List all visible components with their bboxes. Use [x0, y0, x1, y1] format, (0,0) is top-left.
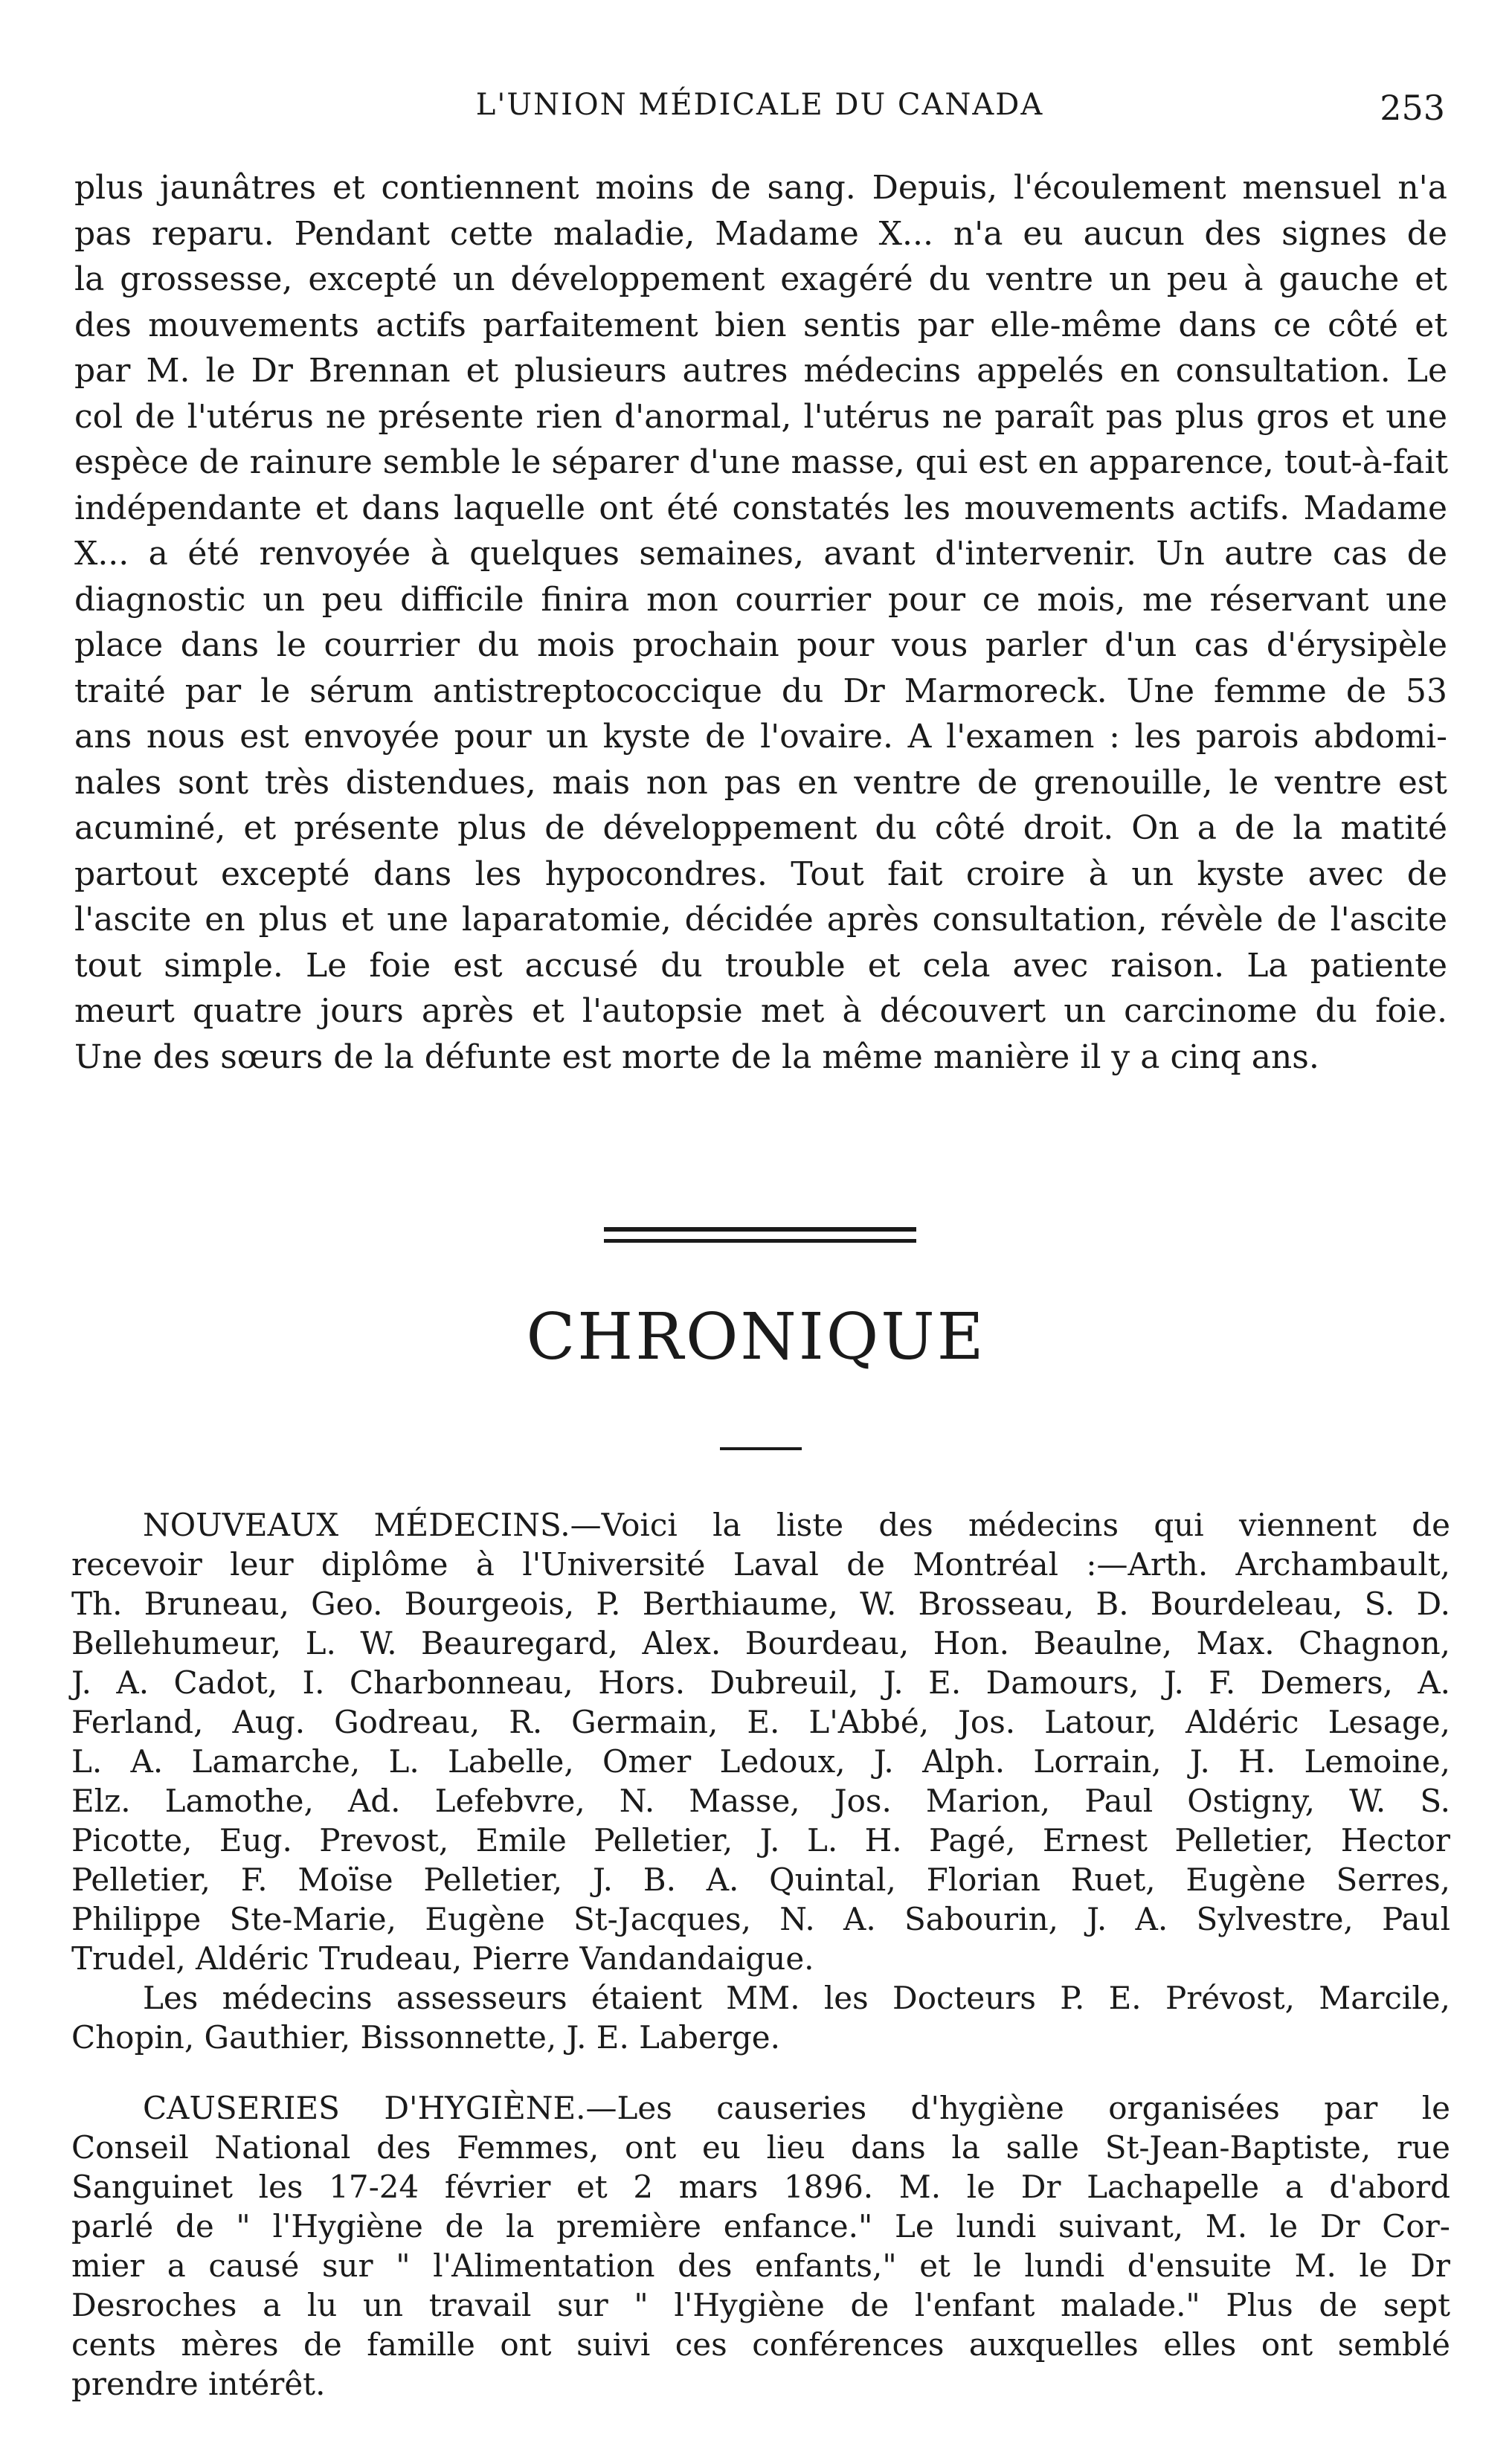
text-line: nales sont très distendues, mais non pas en ventre de grenouille, le ventre est: [74, 763, 1447, 802]
text-line: la grossesse, excepté un développement exagéré du ventre un peu à gauche et: [74, 260, 1447, 298]
text-line: traité par le sérum antistreptococcique du Dr Marmoreck. Une femme de 53: [74, 672, 1447, 710]
text-line: recevoir leur diplôme à l'Université Laval de Montréal :—Arth. Archambault,: [71, 1546, 1450, 1583]
text-line: pas reparu. Pendant cette maladie, Madame X... n'a eu aucun des signes de: [74, 214, 1447, 253]
text-line: Une des sœurs de la défunte est morte de la même manière il y a cinq ans.: [74, 1037, 1319, 1076]
text-line: prendre intérêt.: [71, 2366, 326, 2402]
text-line: espèce de rainure semble le séparer d'une masse, qui est en apparence, tout-à-fait: [74, 443, 1449, 481]
text-line: parlé de " l'Hygiène de la première enfance." Le lundi suivant, M. le Dr Cor-: [71, 2208, 1450, 2244]
text-line: Philippe Ste-Marie, Eugène St-Jacques, N. A. Sabourin, J. A. Sylvestre, Paul: [71, 1901, 1450, 1937]
text-line: cents mères de famille ont suivi ces conférences auxquelles elles ont semblé: [71, 2326, 1450, 2363]
section-title: CHRONIQUE: [526, 1300, 986, 1374]
text-line: J. A. Cadot, I. Charbonneau, Hors. Dubreuil, J. E. Damours, J. F. Demers, A.: [71, 1664, 1450, 1701]
assesseurs-paragraph: [71, 1978, 1450, 2057]
text-line: Pelletier, F. Moïse Pelletier, J. B. A. Quintal, Florian Ruet, Eugène Serres,: [71, 1861, 1450, 1898]
text-line: l'ascite en plus et une laparatomie, décidée après consultation, révèle de l'ascite: [74, 901, 1447, 939]
text-line: place dans le courrier du mois prochain pour vous parler d'un cas d'érysipèle: [74, 626, 1447, 664]
section-divider-top: [604, 1227, 916, 1232]
text-line: Sanguinet les 17-24 février et 2 mars 1896. M. le Dr Lachapelle a d'abord: [71, 2169, 1450, 2205]
text-line: X... a été renvoyée à quelques semaines, avant d'intervenir. Un autre cas de: [74, 535, 1447, 573]
nouveaux-medecins-paragraph: [71, 1505, 1450, 1978]
text-line: CAUSERIES D'HYGIÈNE.—Les causeries d'hygiène organisées par le: [143, 2090, 1450, 2126]
text-line: acuminé, et présente plus de développement du côté droit. On a de la matité: [74, 809, 1447, 847]
text-line: Les médecins assesseurs étaient MM. les Docteurs P. E. Prévost, Marcile,: [143, 1980, 1450, 2016]
text-line: L. A. Lamarche, L. Labelle, Omer Ledoux, J. Alph. Lorrain, J. H. Lemoine,: [71, 1743, 1450, 1780]
text-line: col de l'utérus ne présente rien d'anormal, l'utérus ne paraît pas plus gros et une: [74, 397, 1447, 436]
text-line: ans nous est envoyée pour un kyste de l'ovaire. A l'examen : les parois abdomi-: [74, 718, 1447, 756]
text-line: NOUVEAUX MÉDECINS.—Voici la liste des médecins qui viennent de: [143, 1507, 1450, 1543]
text-line: partout excepté dans les hypocondres. Tout fait croire à un kyste avec de: [74, 855, 1447, 893]
text-line: indépendante et dans laquelle ont été constatés les mouvements actifs. Madame: [74, 489, 1447, 527]
text-line: Picotte, Eug. Prevost, Emile Pelletier, J. L. H. Pagé, Ernest Pelletier, Hector: [71, 1822, 1450, 1859]
causeries-hygiene-paragraph: [71, 2088, 1450, 2404]
text-line: Th. Bruneau, Geo. Bourgeois, P. Berthiaume, W. Brosseau, B. Bourdeleau, S. D.: [71, 1586, 1450, 1622]
text-line: des mouvements actifs parfaitement bien sentis par elle-même dans ce côté et: [74, 306, 1447, 344]
text-line: diagnostic un peu difficile finira mon courrier pour ce mois, me réservant une: [74, 580, 1447, 619]
text-line: Chopin, Gauthier, Bissonnette, J. E. Laberge.: [71, 2019, 780, 2056]
running-header: [74, 88, 1445, 132]
running-title: L'UNION MÉDICALE DU CANADA: [475, 88, 1044, 122]
text-line: plus jaunâtres et contiennent moins de sang. Depuis, l'écoulement mensuel n'a: [74, 169, 1447, 207]
text-line: meurt quatre jours après et l'autopsie met à découvert un carcinome du foie.: [74, 992, 1447, 1030]
text-line: mier a causé sur " l'Alimentation des enfants," et le lundi d'ensuite M. le Dr: [71, 2247, 1450, 2284]
text-line: Elz. Lamothe, Ad. Lefebvre, N. Masse, Jos. Marion, Paul Ostigny, W. S.: [71, 1783, 1450, 1819]
text-line: par M. le Dr Brennan et plusieurs autres médecins appelés en consultation. Le: [74, 352, 1447, 390]
text-line: Conseil National des Femmes, ont eu lieu dans la salle St-Jean-Baptiste, rue: [71, 2129, 1450, 2166]
text-line: tout simple. Le foie est accusé du trouble et cela avec raison. La patiente: [74, 946, 1447, 985]
text-line: Ferland, Aug. Godreau, R. Germain, E. L'Abbé, Jos. Latour, Aldéric Lesage,: [71, 1704, 1450, 1740]
article-continuation-paragraph: [74, 165, 1447, 1080]
page-number: 253: [1380, 88, 1445, 128]
text-line: Trudel, Aldéric Trudeau, Pierre Vandandaigue.: [71, 1940, 814, 1977]
text-line: Bellehumeur, L. W. Beauregard, Alex. Bourdeau, Hon. Beaulne, Max. Chagnon,: [71, 1625, 1450, 1661]
title-underline: [720, 1447, 802, 1450]
text-line: Desroches a lu un travail sur " l'Hygiène de l'enfant malade." Plus de sept: [71, 2287, 1450, 2323]
section-divider-bottom: [604, 1239, 916, 1243]
